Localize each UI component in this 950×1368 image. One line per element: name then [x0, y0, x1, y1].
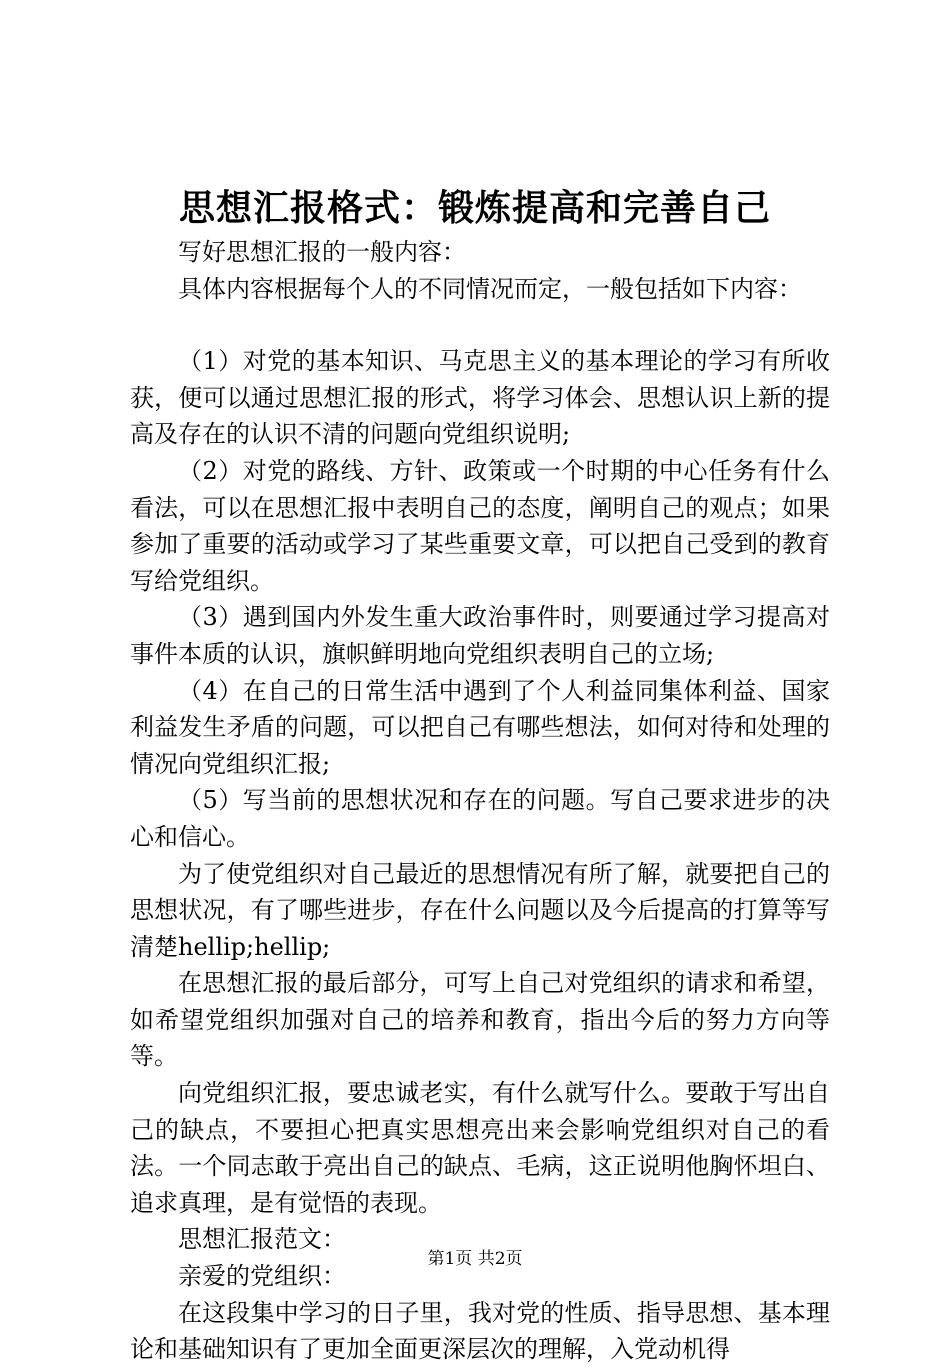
paragraph-purpose: 为了使党组织对自己最近的思想情况有所了解，就要把自己的思想状况，有了哪些进步，存在什么问题以及今后提高的打算等写清楚hellip;hellip; — [130, 859, 830, 961]
paragraph-item-2: （2）对党的路线、方针、政策或一个时期的中心任务有什么看法，可以在思想汇报中表明自己的态度，阐明自己的观点；如果参加了重要的活动或学习了某些重要文章，可以把自己受到的教育写给党组织。 — [130, 456, 830, 595]
paragraph-item-5: （5）写当前的思想状况和存在的问题。写自己要求进步的决心和信心。 — [130, 786, 830, 851]
paragraph-item-3: （3）遇到国内外发生重大政治事件时，则要通过学习提高对事件本质的认识，旗帜鲜明地向党组织表明自己的立场; — [130, 603, 830, 668]
document-body — [130, 234, 830, 1368]
paragraph-final-part: 在思想汇报的最后部分，可写上自己对党组织的请求和希望，如希望党组织加强对自己的培养和教育，指出今后的努力方向等等。 — [130, 969, 830, 1071]
paragraph-honesty: 向党组织汇报，要忠诚老实，有什么就写什么。要敢于写出自己的缺点，不要担心把真实思想亮出来会影响党组织对自己的看法。一个同志敢于亮出自己的缺点、毛病，这正说明他胸怀坦白、追求真理，是有觉悟的表现。 — [130, 1079, 830, 1217]
paragraph-intro: 写好思想汇报的一般内容： — [178, 238, 466, 266]
paragraph-item-4: （4）在自己的日常生活中遇到了个人利益同集体利益、国家利益发生矛盾的问题，可以把自己有哪些想法，如何对待和处理的情况向党组织汇报; — [130, 676, 830, 778]
paragraph-sample-heading: 思想汇报范文： — [178, 1225, 346, 1254]
paragraph-sample-body: 在这段集中学习的日子里，我对党的性质、指导思想、基本理论和基础知识有了更加全面更深层次的理解，入党动机得 — [130, 1298, 830, 1364]
page-number-footer: 第1页 共2页 — [427, 1249, 523, 1269]
paragraph-content-overview: 具体内容根据每个人的不同情况而定，一般包括如下内容： — [178, 274, 802, 303]
paragraph-salutation: 亲爱的党组织： — [178, 1262, 346, 1291]
paragraph-item-1: （1）对党的基本知识、马克思主义的基本理论的学习有所收获，便可以通过思想汇报的形式，将学习体会、思想认识上新的提高及存在的认识不清的问题向党组织说明; — [130, 347, 830, 449]
document-title: 思想汇报格式：锻炼提高和完善自己 — [178, 187, 771, 229]
